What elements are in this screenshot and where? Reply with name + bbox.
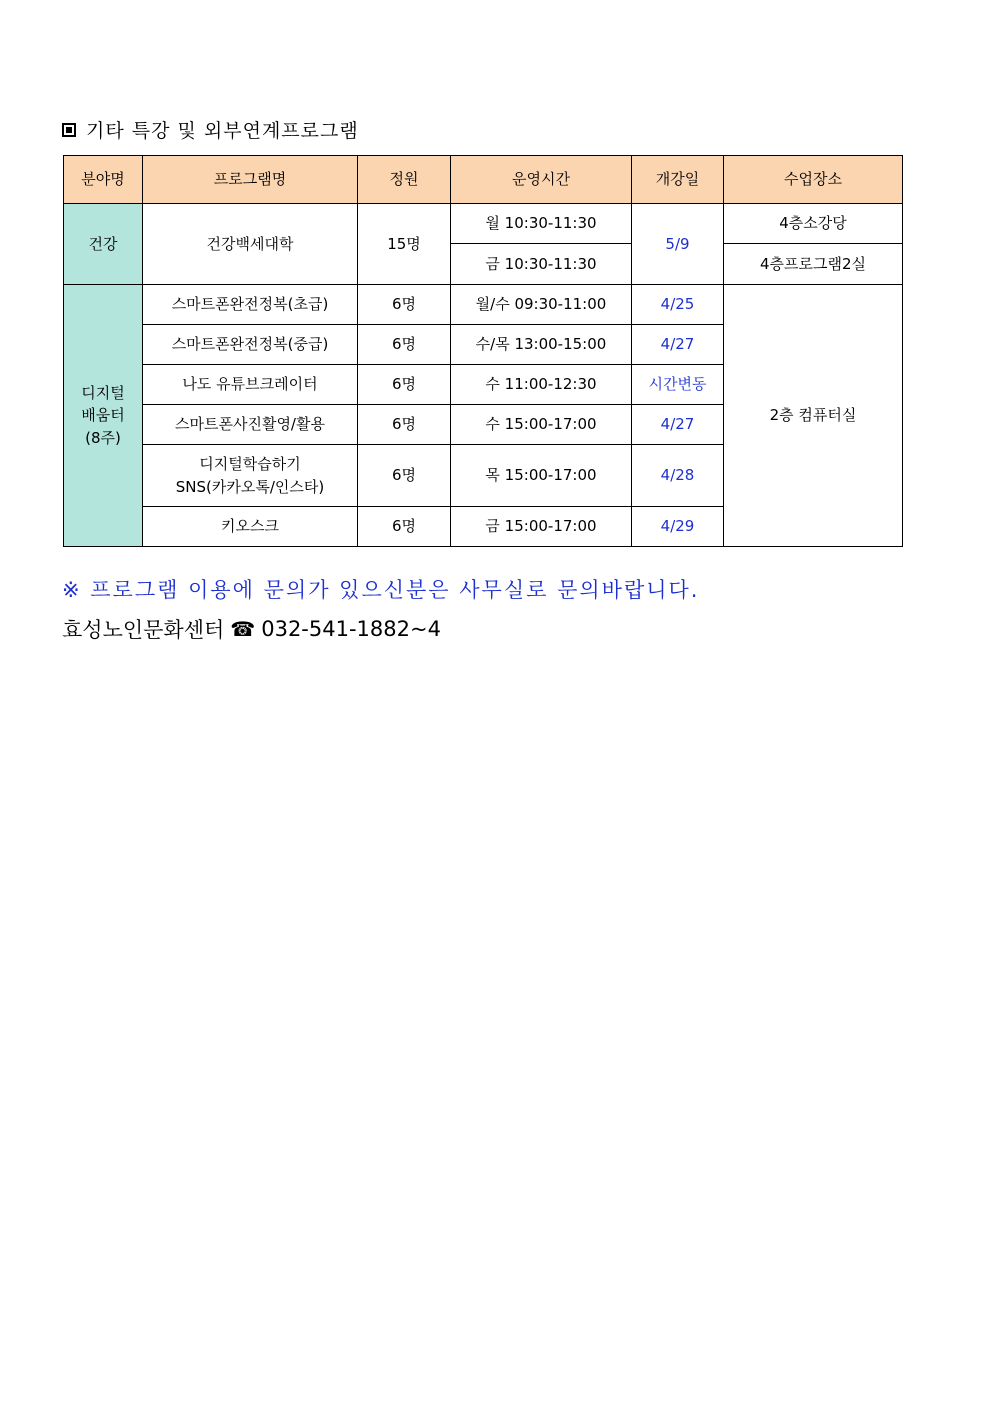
program-table (63, 155, 903, 547)
table-row (64, 204, 903, 244)
start-date-cell: 4/25 (632, 285, 724, 325)
table-row (64, 285, 903, 325)
capacity-cell: 6명 (358, 365, 451, 405)
capacity-cell: 6명 (358, 405, 451, 445)
start-date-cell: 5/9 (632, 204, 724, 285)
capacity-cell: 6명 (358, 507, 451, 547)
time-cell: 수 15:00-17:00 (451, 405, 632, 445)
category-health: 건강 (64, 204, 143, 285)
program-cell: 나도 유튜브크레이터 (143, 365, 358, 405)
start-date-cell: 4/27 (632, 325, 724, 365)
program-cell: 키오스크 (143, 507, 358, 547)
table-header-row (64, 156, 903, 204)
capacity-cell: 15명 (358, 204, 451, 285)
category-line: (8주) (85, 428, 121, 447)
program-cell: 스마트폰완전정복(중급) (143, 325, 358, 365)
header-time: 운영시간 (451, 156, 632, 204)
center-name: 효성노인문화센터 (62, 618, 225, 642)
inquiry-notice: ※ 프로그램 이용에 문의가 있으신분은 사무실로 문의바랍니다. (62, 578, 700, 602)
place-cell: 2층 컴퓨터실 (724, 285, 903, 547)
start-date-cell: 4/28 (632, 445, 724, 507)
square-bullet-icon (62, 123, 76, 137)
place-cell: 4층소강당 (724, 204, 903, 244)
section-heading (62, 116, 359, 143)
program-cell: 스마트폰사진활영/활용 (143, 405, 358, 445)
time-cell: 수 11:00-12:30 (451, 365, 632, 405)
time-cell: 수/목 13:00-15:00 (451, 325, 632, 365)
contact-line (62, 614, 441, 644)
program-cell: 스마트폰완전정복(초급) (143, 285, 358, 325)
start-date-cell: 4/29 (632, 507, 724, 547)
category-line: 디지털 (81, 383, 125, 402)
category-digital (64, 285, 143, 547)
time-cell: 월 10:30-11:30 (451, 204, 632, 244)
start-date-cell: 4/27 (632, 405, 724, 445)
phone-number: 032-541-1882~4 (261, 617, 441, 641)
header-place: 수업장소 (724, 156, 903, 204)
start-date-cell: 시간변동 (632, 365, 724, 405)
place-cell: 4층프로그램2실 (724, 244, 903, 285)
time-cell: 금 15:00-17:00 (451, 507, 632, 547)
program-cell: 건강백세대학 (143, 204, 358, 285)
header-start-date: 개강일 (632, 156, 724, 204)
capacity-cell: 6명 (358, 285, 451, 325)
program-line: 디지털학습하기 (199, 455, 301, 473)
header-capacity: 정원 (358, 156, 451, 204)
phone-icon: ☎ (230, 617, 256, 641)
section-title: 기타 특강 및 외부연계프로그램 (86, 120, 359, 142)
category-line: 배움터 (81, 406, 125, 425)
capacity-cell: 6명 (358, 325, 451, 365)
time-cell: 월/수 09:30-11:00 (451, 285, 632, 325)
time-cell: 금 10:30-11:30 (451, 244, 632, 285)
capacity-cell: 6명 (358, 445, 451, 507)
program-line: SNS(카카오톡/인스타) (175, 477, 325, 496)
header-category: 분야명 (64, 156, 143, 204)
header-program: 프로그램명 (143, 156, 358, 204)
time-cell: 목 15:00-17:00 (451, 445, 632, 507)
program-cell (143, 445, 358, 507)
